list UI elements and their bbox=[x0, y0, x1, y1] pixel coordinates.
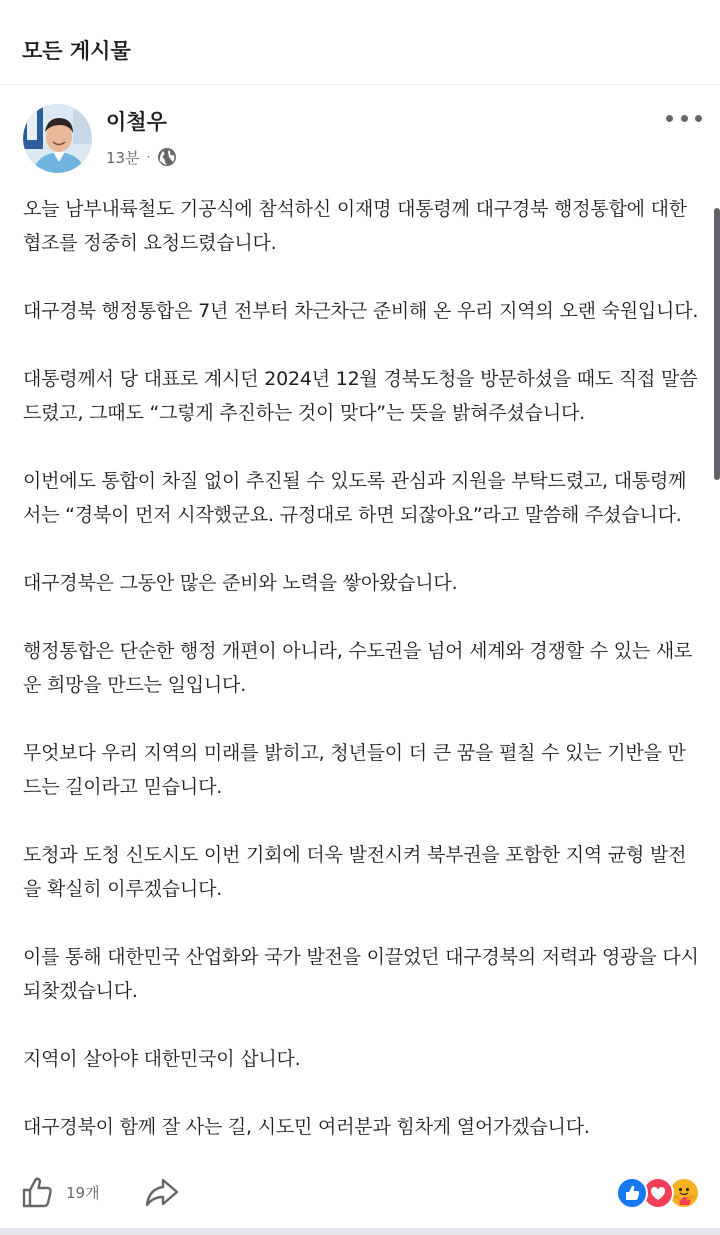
like-count: 19개 bbox=[66, 1183, 100, 1202]
header-divider bbox=[0, 84, 720, 85]
scrollbar-thumb[interactable] bbox=[714, 208, 720, 480]
post-paragraph: 이번에도 통합이 차질 없이 추진될 수 있도록 관심과 지원을 부탁드렸고, 대통령께서는 “경북이 먼저 시작했군요. 규정대로 하면 되잖아요”라고 말씀해 주셨습니다. bbox=[23, 470, 687, 526]
post-paragraph: 이를 통해 대한민국 산업화와 국가 발전을 이끌었던 대구경북의 저력과 영광을 다시 되찾겠습니다. bbox=[23, 946, 699, 1002]
share-button[interactable] bbox=[142, 1172, 182, 1212]
more-dot-icon bbox=[666, 115, 673, 122]
avatar-photo bbox=[23, 104, 92, 173]
thumbs-up-icon bbox=[20, 1175, 54, 1209]
post-paragraph: 오늘 남부내륙철도 기공식에 참석하신 이재명 대통령께 대구경북 행정통합에 대한 협조를 정중히 요청드렸습니다. bbox=[23, 198, 687, 254]
globe-icon[interactable] bbox=[157, 147, 177, 167]
post-paragraph: 도청과 도청 신도시도 이번 기회에 더욱 발전시켜 북부권을 포함한 지역 균형 발전을 확실히 이루겠습니다. bbox=[23, 844, 687, 900]
post-paragraph: 대구경북 행정통합은 7년 전부터 차근차근 준비해 온 우리 지역의 오랜 숙원입니다. bbox=[23, 300, 699, 322]
post-paragraph: 대통령께서 당 대표로 계시던 2024년 12월 경북도청을 방문하셨을 때도 직접 말씀드렸고, 그때도 “그렇게 추진하는 것이 맞다”는 뜻을 밝혀주셨습니다. bbox=[23, 368, 698, 424]
like-reaction-icon bbox=[616, 1177, 648, 1209]
more-dot-icon bbox=[695, 115, 702, 122]
post-paragraph: 대구경북은 그동안 많은 준비와 노력을 쌓아왔습니다. bbox=[23, 572, 458, 594]
post-paragraph: 무엇보다 우리 지역의 미래를 밝히고, 청년들이 더 큰 꿈을 펼칠 수 있는 기반을 만드는 길이라고 믿습니다. bbox=[23, 742, 686, 798]
post-paragraph: 지역이 살아야 대한민국이 삽니다. bbox=[23, 1048, 301, 1070]
post-separator bbox=[0, 1228, 720, 1235]
more-dot-icon bbox=[681, 115, 688, 122]
author-avatar[interactable] bbox=[23, 104, 92, 173]
post-action-bar bbox=[0, 1168, 720, 1218]
section-title: 모든 게시물 bbox=[22, 39, 131, 63]
post-meta bbox=[106, 144, 177, 170]
more-options-button[interactable] bbox=[666, 106, 702, 130]
author-name[interactable]: 이철우 bbox=[106, 110, 167, 134]
share-arrow-icon bbox=[142, 1172, 182, 1212]
reaction-summary[interactable] bbox=[616, 1177, 702, 1207]
post-paragraph: 대구경북이 함께 잘 사는 길, 시도민 여러분과 힘차게 열어가겠습니다. bbox=[23, 1116, 590, 1138]
like-button[interactable] bbox=[20, 1172, 112, 1212]
post-time[interactable]: 13분 bbox=[106, 148, 140, 167]
post-paragraph: 행정통합은 단순한 행정 개편이 아니라, 수도권을 넘어 세계와 경쟁할 수 있는 새로운 희망을 만드는 일입니다. bbox=[23, 640, 693, 696]
meta-separator: · bbox=[146, 150, 151, 164]
post-text bbox=[23, 192, 703, 1178]
